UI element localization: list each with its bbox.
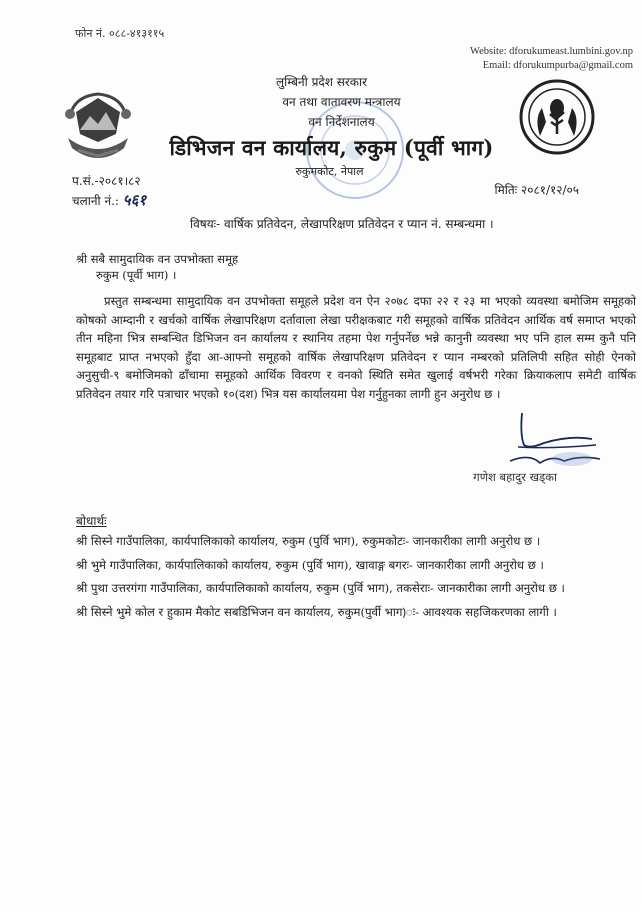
letter-body: प्रस्तुत सम्बन्धमा सामुदायिक वन उपभोक्ता समूहले प्रदेश वन ऐन २०७८ दफा २२ र २३ मा भएको व्यवस्था बमोजिम समूहको कोषको आम्दानी र खर्चको वार्षिक लेखापरिक्षण दर्तावाला लेखा परीक्षकबाट गरी समूहको वार्षिक प्रतिवेदन आर्थिक वर्ष समाप्त भएको तीन महिना भित्र सम्बन्धित डिभिजन वन कार्यालय र स्थानिय तहमा पेश गर्नुपर्नेछ भन्ने कानुनी व्यवस्था भए पनि हाल सम्म कुनै पनि समूहबाट प्राप्त नभएको हुँदा आ-आफ्नो समूहको वार्षिक लेखापरिक्षण प्रतिवेदन र प्यान नम्बरको प्रतिलिपी सहित सोही ऐनको अनुसुची-९ बमोजिमको ढाँचामा समूहको आर्थिक विवरण र वनको स्थिति समेत खुलाई वर्षभरी गरेका क्रियाकलाप समेटी वार्षिक प्रतिवेदन तयार गरि पत्राचार भएको १०(दश) भित्र यस कार्यालयमा पेश गर्नुहुनका लागी हुन अनुरोध छ ।	[76, 294, 636, 401]
dispatch-value: ५६१	[122, 191, 147, 209]
addressee-location: रुकुम (पूर्वी भाग) ।	[96, 268, 177, 282]
dispatch-label: चलानी नं.:	[72, 194, 119, 208]
header-directorate: वन निर्देशनालय	[308, 115, 375, 129]
office-location: रुकुमकोट, नेपाल	[295, 165, 364, 178]
fiscal-year: प.सं.-२०८१।८२	[72, 174, 141, 188]
email[interactable]: Email: dforukumpurba@gmail.com	[482, 60, 633, 71]
header-province: लुम्बिनी प्रदेश सरकार	[275, 75, 367, 89]
addressee-name: श्री सबै सामुदायिक वन उपभोक्ता समूह	[76, 252, 239, 266]
contact-block	[470, 45, 633, 73]
cc-heading: बोधार्थः	[76, 514, 107, 528]
website[interactable]: Website: dforukumeast.lumbini.gov.np	[470, 46, 633, 57]
signatory-name: गणेश बहादुर खड्का	[473, 470, 557, 484]
cc-item: श्री भुमे गाउँपालिका, कार्यपालिकाको कार्यालय, रुकुम (पुर्वि भाग), खावाङ्ग बगरः- जानकारीका लागी अनुरोध छ ।	[76, 558, 544, 572]
cc-item: श्री सिस्ने गाउँपालिका, कार्यपालिकाको कार्यालय, रुकुम (पुर्वि भाग), रुकुमकोटः- जानकारीका लागी अनुरोध छ ।	[76, 534, 541, 548]
header-ministry: वन तथा वातावरण मन्त्रालय	[282, 95, 401, 109]
office-phone: फोन नं. ०८८-४१३११५	[75, 27, 165, 40]
letter-subject: विषयः- वार्षिक प्रतिवेदन, लेखापरिक्षण प्रतिवेदन र प्यान नं. सम्बन्धमा ।	[190, 217, 494, 231]
cc-item: श्री पुथा उत्तरगंगा गाउँपालिका, कार्यपालिकाको कार्यालय, रुकुम (पुर्वि भाग), तकसेराः- जानकारीका लागी अनुरोध छ ।	[76, 581, 565, 595]
cc-item: श्री सिस्ने भुमे कोल र हुकाम मैकोट सबडिभिजन वन कार्यालय, रुकुम(पुर्वी भाग)ः- आवश्यक सहजिकरणका लागी ।	[76, 605, 557, 619]
office-title: डिभिजन वन कार्यालय, रुकुम (पूर्वी भाग)	[169, 135, 494, 160]
dispatch-number	[72, 190, 146, 210]
letter-date: मितिः २०८१/१२/०५	[494, 183, 579, 197]
